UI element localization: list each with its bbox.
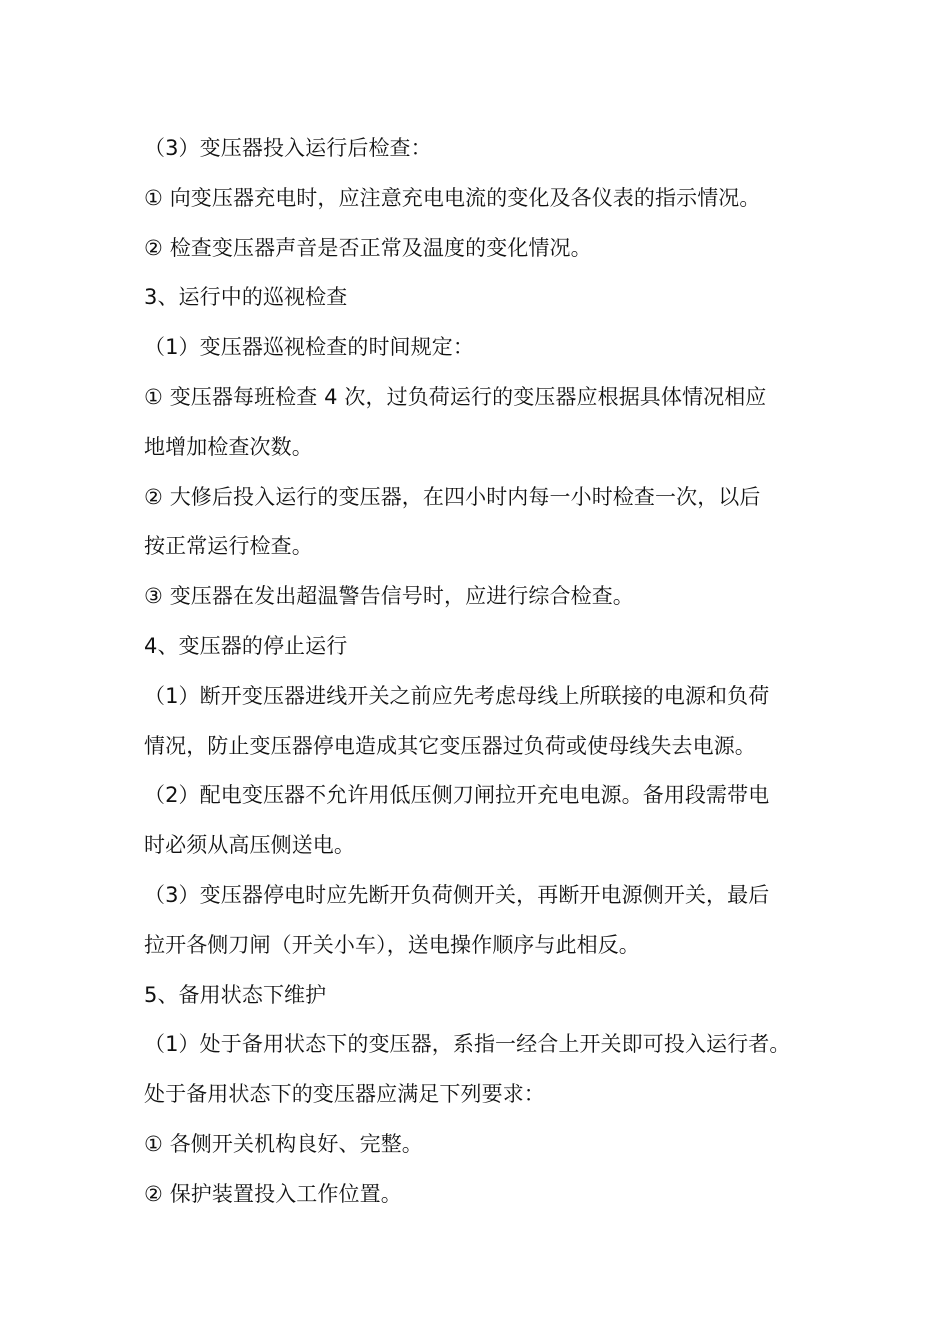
list-item: ② 保护装置投入工作位置。 (144, 1181, 402, 1206)
list-item: ② 大修后投入运行的变压器，在四小时内每一小时检查一次，以后 (144, 484, 761, 509)
paragraph-line: 拉开各侧刀闸（开关小车），送电操作顺序与此相反。 (144, 932, 640, 957)
list-item-continuation: 按正常运行检查。 (144, 534, 313, 559)
list-item: ① 变压器每班检查 4 次，过负荷运行的变压器应根据具体情况相应 (144, 384, 767, 409)
paragraph-line: （1）断开变压器进线开关之前应先考虑母线上所联接的电源和负荷 (144, 683, 770, 708)
paragraph-line: 处于备用状态下的变压器应满足下列要求： (144, 1082, 545, 1107)
list-item: ③ 变压器在发出超温警告信号时，应进行综合检查。 (144, 584, 634, 609)
section-heading: 3、运行中的巡视检查 (144, 285, 348, 310)
list-item: ② 检查变压器声音是否正常及温度的变化情况。 (144, 235, 592, 260)
paragraph-line: 时必须从高压侧送电。 (144, 833, 355, 858)
list-item: ① 向变压器充电时，应注意充电电流的变化及各仪表的指示情况。 (144, 185, 761, 210)
section-heading: 4、变压器的停止运行 (144, 633, 348, 658)
paragraph-line: （3）变压器停电时应先断开负荷侧开关，再断开电源侧开关，最后 (144, 882, 770, 907)
paragraph-line: （2）配电变压器不允许用低压侧刀闸拉开充电电源。备用段需带电 (144, 783, 770, 808)
paragraph-line: （1）处于备用状态下的变压器，系指一经合上开关即可投入运行者。 (144, 1032, 791, 1057)
document-body (144, 124, 824, 1220)
subsection-heading: （1）变压器巡视检查的时间规定： (144, 335, 474, 360)
section-heading: 5、备用状态下维护 (144, 982, 327, 1007)
subsection-heading: （3）变压器投入运行后检查： (144, 136, 432, 160)
paragraph-line: 情况，防止变压器停电造成其它变压器过负荷或使母线失去电源。 (144, 733, 756, 758)
list-item: ① 各侧开关机构良好、完整。 (144, 1131, 423, 1156)
list-item-continuation: 地增加检查次数。 (144, 434, 313, 459)
